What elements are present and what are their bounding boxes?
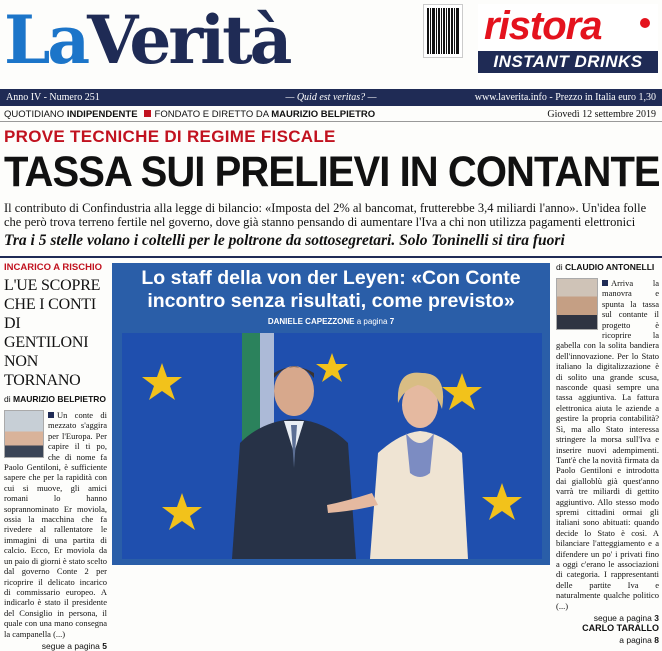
left-kicker: INCARICO A RISCHIO <box>4 262 102 273</box>
masthead <box>0 0 662 88</box>
divider <box>0 256 662 258</box>
subtitle-bar <box>0 108 662 122</box>
center-title[interactable]: Lo staff della von der Leyen: «Con Conte incontro senza risultati, come previsto» <box>141 267 521 312</box>
left-author: MAURIZIO BELPIETRO <box>13 394 107 404</box>
author-portrait <box>556 278 598 330</box>
photo-illustration <box>122 333 542 559</box>
second-author: CARLO TARALLO <box>582 623 659 633</box>
left-continue-page[interactable]: 5 <box>102 640 107 651</box>
bullet-square-icon <box>48 412 54 418</box>
left-author-prefix: di <box>4 394 11 404</box>
news-photo <box>122 333 542 559</box>
left-continue: segue a pagina <box>41 640 100 651</box>
paper-type-prefix: QUOTIDIANO <box>4 109 65 120</box>
barcode-icon <box>423 4 463 58</box>
right-body: Arriva la manovra e spunta la tassa sul contante il progetto è ricoprire la gabella con la solita bandiera dell'innovazione. Per lo Stato italiano la digitalizzazione è di solito una grande scusa, nasconde quasi sempre una tassa aggiuntiva. La fattura elettronica aiuta le aziende a gestire la propria contabilità? Sì, ma allo Stato interessa stringere la morsa sull'Iva e inserire nuovi adempimenti. Tant'è che la novità firmata da Paolo Gentiloni e introdotta dai gialloblù già quest'anno varrà tre miliardi di gettito aggiuntivo. Allo stesso modo spremi cittadini ormai gli italiani sono abituati: quando decide lo Stato è così. A bilanciare l'atteggiamento e a difendere un po' i privati fino a oggi c'erano le associazioni di categoria. I rappresentanti delle partite Iva e naturalmente qualche politico (...) <box>556 278 659 611</box>
right-column-article <box>556 262 659 645</box>
author-portrait <box>4 410 44 458</box>
main-kicker: PROVE TECNICHE DI REGIME FISCALE <box>4 127 336 146</box>
main-summary: Il contributo di Confindustria alla legge di bilancio: «Imposta del 2% al bancomat, frutterebbe 3,4 miliardi l'anno». Un'idea folle che però trova terreno fertile nel governo, dove già stanno pensando di aumentare l'Iva a chi non utilizza pagamenti elettronici <box>4 201 647 229</box>
issue-number: Anno IV - Numero 251 <box>6 92 100 103</box>
second-page[interactable]: 8 <box>654 635 659 645</box>
ristora-ad[interactable] <box>478 4 658 80</box>
center-byline-page[interactable]: 7 <box>389 317 395 326</box>
founder-prefix: FONDATO E DIRETTO DA <box>154 109 269 120</box>
main-headline[interactable]: TASSA SUI PRELIEVI IN CONTANTE <box>4 148 660 196</box>
motto: — Quid est veritas? — <box>285 92 377 103</box>
second-ref: a pagina <box>619 635 652 645</box>
right-author-prefix: di <box>556 262 563 272</box>
site-and-price[interactable]: www.laverita.info - Prezzo in Italia euro 1,30 <box>474 92 656 103</box>
center-byline-ref: a pagina <box>356 317 388 326</box>
red-square-icon <box>144 110 151 117</box>
issue-info-bar <box>0 89 662 106</box>
left-body: Un conte di mezzato s'aggira per l'Europa. Per capire il ti po, che di nome fa Paolo Gentiloni, è sufficiente sapere che per la rapidità con cui si muove, gli amici romani lo hanno soprannominato Er moviola, ossia la macchina che fa rivedere al rallentatore le immagini di una partita di calcio. Ecco, Er moviola da un paio di giorni è stato scelto dal governo Conte 2 per ricoprire il delicato incarico di commissario europeo. A indicarlo è stato il presidente del Consiglio in persona, il quale con una mano consegna la campanella (...) <box>4 410 107 639</box>
logo-main: Verità <box>87 1 290 79</box>
founder-name: MAURIZIO BELPIETRO <box>271 109 376 120</box>
paper-type-bold: INDIPENDENTE <box>66 109 138 120</box>
newspaper-logo[interactable] <box>4 0 289 84</box>
center-byline-author: DANIELE CAPEZZONE <box>267 317 355 326</box>
center-feature-box <box>112 263 550 565</box>
left-headline[interactable]: L'UE SCOPRE CHE I CONTI DI GENTILONI NON TORNANO <box>4 277 101 389</box>
left-column-article <box>4 262 107 651</box>
ad-tagline: INSTANT DRINKS <box>478 51 658 73</box>
logo-prefix: La <box>4 1 88 79</box>
right-continue: segue a pagina <box>593 613 652 623</box>
right-author: CLAUDIO ANTONELLI <box>565 262 655 272</box>
secondary-headline[interactable]: Tra i 5 stelle volano i coltelli per le poltrone da sottosegretari. Solo Toninelli si tira fuori <box>4 232 565 249</box>
bullet-square-icon <box>602 280 608 286</box>
right-continue-page[interactable]: 3 <box>654 613 659 623</box>
ad-brand: ristora <box>484 4 602 48</box>
issue-date: Giovedì 12 settembre 2019 <box>547 109 656 120</box>
ad-dot-icon <box>640 18 650 28</box>
